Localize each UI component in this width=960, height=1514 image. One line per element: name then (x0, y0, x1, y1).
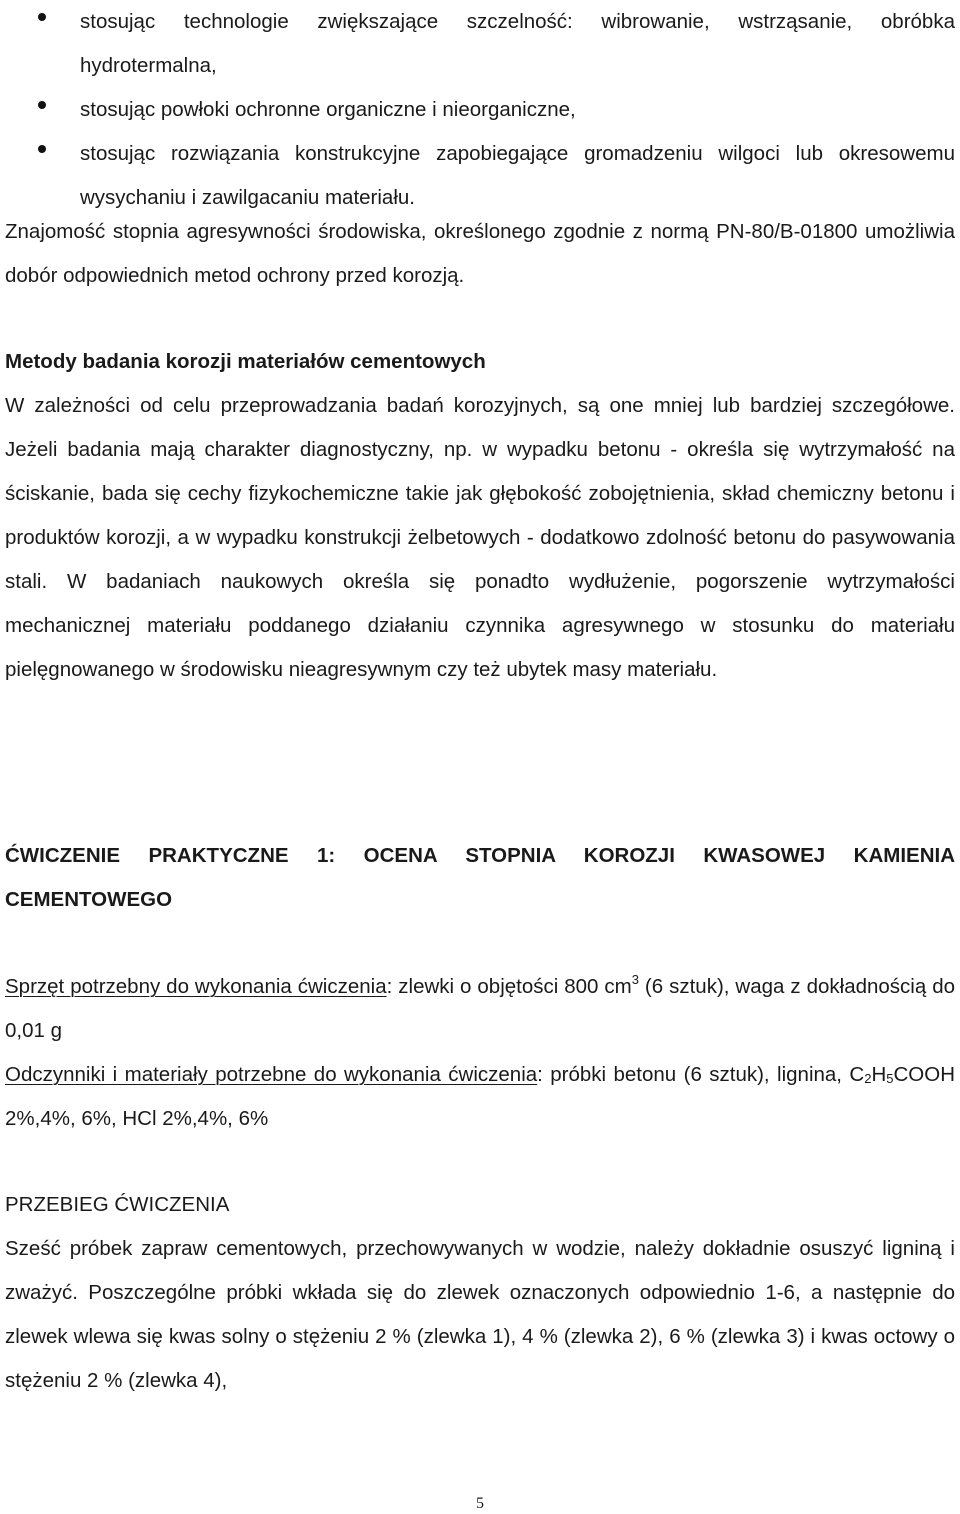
equipment-label: Sprzęt potrzebny do wykonania ćwiczenia (5, 975, 387, 998)
intro-paragraph: Znajomość stopnia agresywności środowiska, określonego zgodnie z normą PN-80/B-01800 umożliwia dobór odpowiednich metod ochrony przed korozją. (5, 220, 955, 287)
list-item (0, 88, 955, 132)
reagents-subscript: 5 (886, 1071, 894, 1086)
bullet-icon (38, 101, 46, 109)
bullet-list (0, 0, 960, 220)
equipment-paragraph (5, 965, 955, 1053)
list-item (0, 132, 955, 220)
page-number: 5 (476, 1495, 484, 1512)
reagents-text: : próbki betonu (6 sztuk), lignina, C (537, 1063, 865, 1086)
methods-paragraph: W zależności od celu przeprowadzania badań korozyjnych, są one mniej lub bardziej szczegółowe. Jeżeli badania mają charakter diagnostyczny, np. w wypadku betonu - określa się wytrzymałość na ściskanie, bada się cechy fizykochemiczne takie jak głębokość zobojętnienia, skład chemiczny betonu i produktów korozji, a w wypadku konstrukcji żelbetowych - dodatkowo zdolność betonu do pasywowania stali. W badaniach naukowych określa się ponadto wydłużenie, pogorszenie wytrzymałości mechanicznej materiału poddanego działaniu czynnika agresywnego w stosunku do materiału pielęgnowanego w środowisku nieagresywnym czy też ubytek masy materiału. (5, 394, 955, 681)
equipment-superscript: 3 (631, 972, 639, 987)
bullet-icon (38, 145, 46, 153)
reagents-subscript: 2 (864, 1071, 872, 1086)
exercise-title: ĆWICZENIE PRAKTYCZNE 1: OCENA STOPNIA KOROZJI KWASOWEJ KAMIENIA CEMENTOWEGO (5, 844, 955, 911)
bullet-text: stosując rozwiązania konstrukcyjne zapobiegające gromadzeniu wilgoci lub okresowemu wysychaniu i zawilgacaniu materiału. (80, 142, 955, 209)
reagents-text: COOH 2%,4%, 6%, HCl 2%,4%, 6% (5, 1063, 955, 1130)
reagents-paragraph (5, 1053, 955, 1141)
bullet-icon (38, 13, 46, 21)
reagents-label: Odczynniki i materiały potrzebne do wykonania ćwiczenia (5, 1063, 538, 1086)
bullet-text: stosując technologie zwiększające szczelność: wibrowanie, wstrząsanie, obróbka hydrotermalna, (80, 10, 955, 77)
equipment-text-rest: (6 sztuk), waga z dokładnością do 0,01 g (5, 975, 956, 1042)
section-heading-methods: Metody badania korozji materiałów cementowych (5, 350, 486, 373)
equipment-text: : zlewki o objętości 800 cm (386, 975, 632, 998)
list-item (0, 0, 955, 88)
procedure-paragraph: Sześć próbek zapraw cementowych, przechowywanych w wodzie, należy dokładnie osuszyć ligniną i zważyć. Poszczególne próbki wkłada się do zlewek oznaczonych odpowiednio 1-6, a następnie do zlewek wlewa się kwas solny o stężeniu 2 % (zlewka 1), 4 % (zlewka 2), 6 % (zlewka 3) i kwas octowy o stężeniu 2 % (zlewka 4), (5, 1237, 955, 1392)
procedure-heading: PRZEBIEG ĆWICZENIA (5, 1193, 230, 1216)
bullet-text: stosując powłoki ochronne organiczne i nieorganiczne, (80, 98, 576, 121)
reagents-text: H (871, 1063, 887, 1086)
